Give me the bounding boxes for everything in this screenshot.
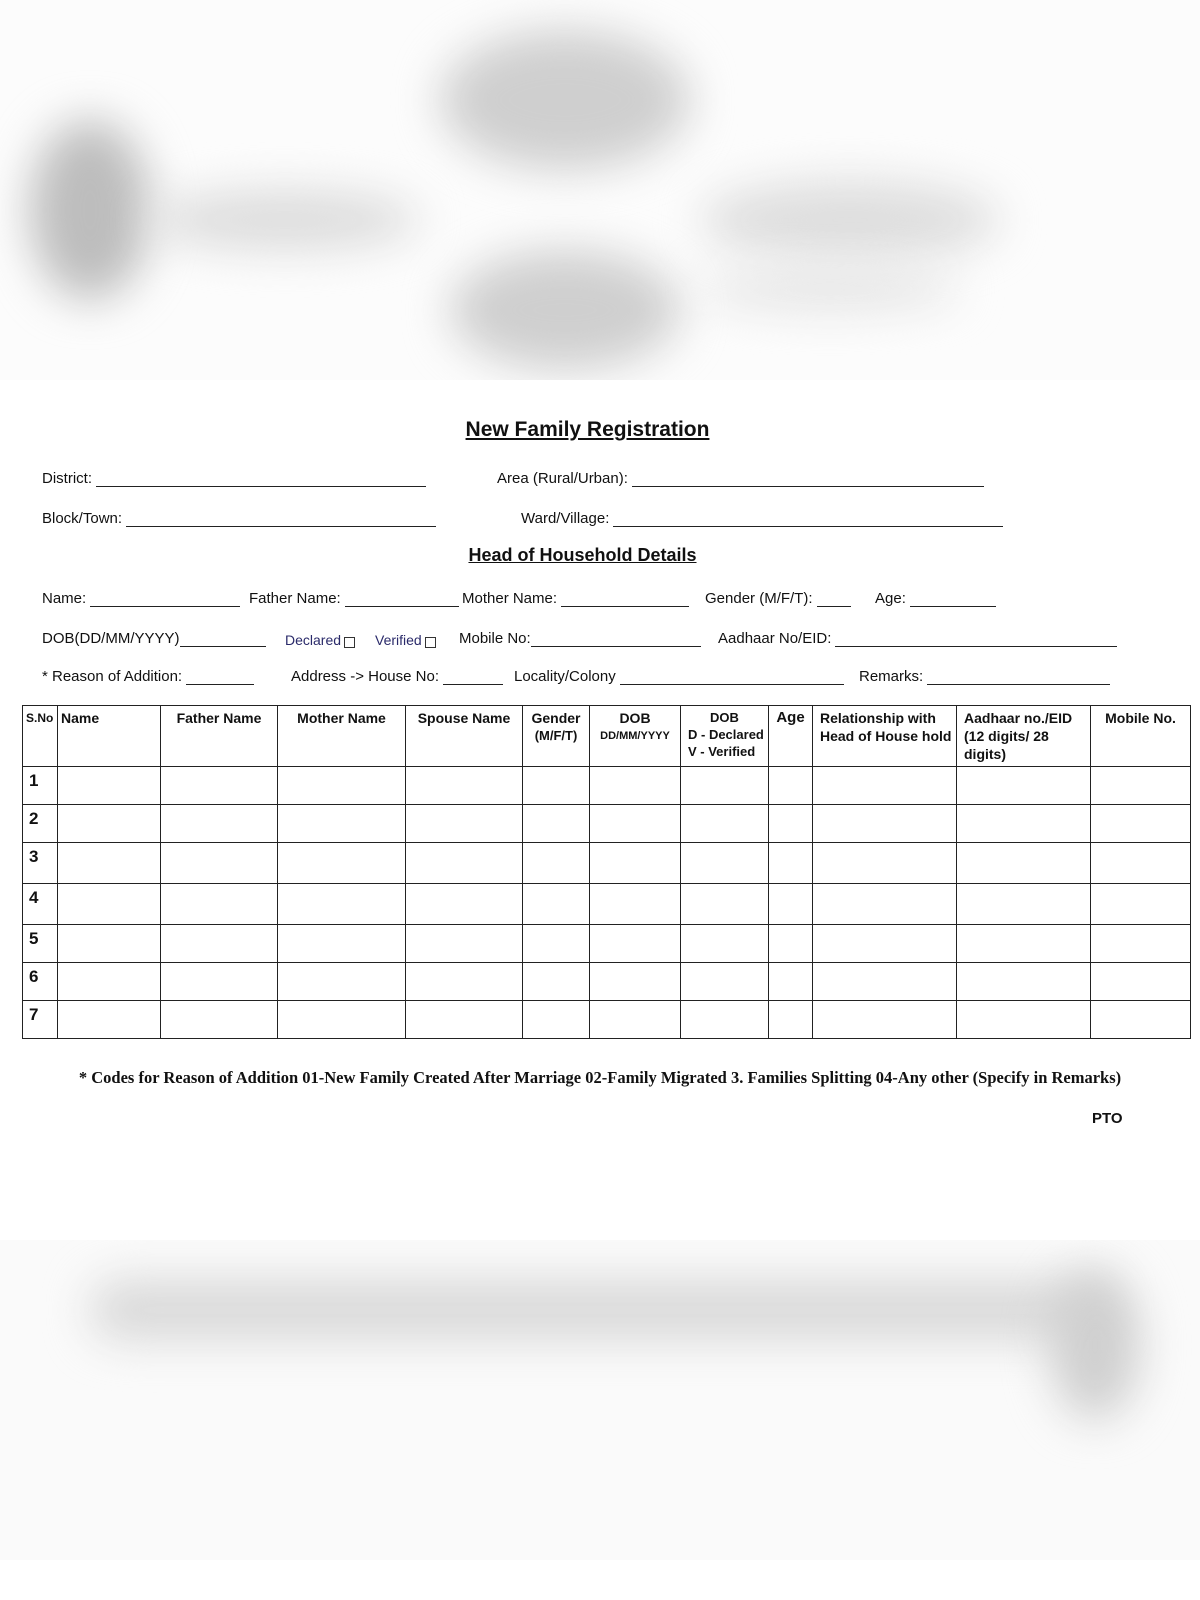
cell-father[interactable] [161,1001,278,1039]
hoh-mother-field[interactable]: Mother Name: [462,590,689,607]
cell-dob[interactable] [590,843,681,884]
reason-field[interactable]: * Reason of Addition: [42,668,254,685]
block-town-field[interactable]: Block/Town: [42,510,436,527]
cell-age[interactable] [769,963,813,1001]
cell-father[interactable] [161,884,278,925]
cell-aadhaar[interactable] [957,1001,1091,1039]
cell-mobile[interactable] [1091,767,1191,805]
table-row [23,1001,1191,1039]
reason-codes-footnote: * Codes for Reason of Addition 01-New Family Created After Marriage 02-Family Migrated 3. Families Splitting 04-Any other (Specify in Remarks) [78,1068,1122,1087]
table-row [23,884,1191,925]
cell-relationship[interactable] [813,963,957,1001]
header-father: Father Name [161,706,278,767]
cell-dob-status[interactable] [681,884,769,925]
ward-village-field[interactable]: Ward/Village: [521,510,1003,527]
cell-dob[interactable] [590,805,681,843]
row-number: 6 [23,963,58,1001]
cell-gender[interactable] [523,1001,590,1039]
cell-father[interactable] [161,963,278,1001]
table-row [23,805,1191,843]
declared-box[interactable] [344,637,355,648]
row-number: 3 [23,843,58,884]
cell-dob-status[interactable] [681,767,769,805]
hoh-aadhaar-field[interactable]: Aadhaar No/EID: [718,630,1117,647]
table-row [23,925,1191,963]
form-title: New Family Registration [465,418,710,441]
cell-mother[interactable] [278,767,406,805]
cell-mobile[interactable] [1091,805,1191,843]
header-aadhaar: Aadhaar no./EID (12 digits/ 28 digits) [957,706,1091,767]
cell-dob-status[interactable] [681,843,769,884]
cell-dob[interactable] [590,884,681,925]
header-relationship: Relationship with Head of House hold [813,706,957,767]
cell-name[interactable] [58,925,161,963]
hoh-father-field[interactable]: Father Name: [249,590,459,607]
blurred-letterhead [0,0,1200,380]
cell-relationship[interactable] [813,767,957,805]
header-spouse: Spouse Name [406,706,523,767]
locality-field[interactable]: Locality/Colony [514,668,844,685]
hoh-gender-field[interactable]: Gender (M/F/T): [705,590,851,607]
cell-mother[interactable] [278,805,406,843]
cell-gender[interactable] [523,963,590,1001]
cell-mobile[interactable] [1091,963,1191,1001]
cell-name[interactable] [58,884,161,925]
cell-age[interactable] [769,1001,813,1039]
cell-spouse[interactable] [406,767,523,805]
cell-dob-status[interactable] [681,805,769,843]
header-name: Name [58,706,161,767]
cell-father[interactable] [161,805,278,843]
cell-gender[interactable] [523,884,590,925]
cell-spouse[interactable] [406,884,523,925]
pto-label: PTO [1092,1110,1123,1127]
cell-name[interactable] [58,767,161,805]
table-row [23,843,1191,884]
header-dob: DOB DD/MM/YYYY [590,706,681,767]
cell-name[interactable] [58,805,161,843]
cell-mother[interactable] [278,925,406,963]
cell-aadhaar[interactable] [957,963,1091,1001]
row-number: 1 [23,767,58,805]
cell-spouse[interactable] [406,805,523,843]
cell-dob-status[interactable] [681,1001,769,1039]
row-number: 7 [23,1001,58,1039]
header-mobile: Mobile No. [1091,706,1191,767]
cell-mobile[interactable] [1091,1001,1191,1039]
cell-dob-status[interactable] [681,963,769,1001]
cell-father[interactable] [161,843,278,884]
cell-relationship[interactable] [813,805,957,843]
cell-relationship[interactable] [813,1001,957,1039]
cell-mother[interactable] [278,884,406,925]
cell-father[interactable] [161,925,278,963]
declared-checkbox[interactable]: Declared [285,632,355,648]
table-row [23,963,1191,1001]
cell-gender[interactable] [523,843,590,884]
cell-dob[interactable] [590,963,681,1001]
cell-aadhaar[interactable] [957,767,1091,805]
verified-box[interactable] [425,637,436,648]
cell-aadhaar[interactable] [957,805,1091,843]
hoh-age-field[interactable]: Age: [875,590,996,607]
header-gender: Gender (M/F/T) [523,706,590,767]
header-age: Age [769,706,813,767]
cell-age[interactable] [769,884,813,925]
hoh-mobile-field[interactable]: Mobile No: [459,630,701,647]
cell-aadhaar[interactable] [957,843,1091,884]
house-no-field[interactable]: Address -> House No: [291,668,503,685]
hoh-heading: Head of Household Details [468,545,697,565]
cell-name[interactable] [58,963,161,1001]
row-number: 5 [23,925,58,963]
remarks-field[interactable]: Remarks: [859,668,1110,685]
area-field[interactable]: Area (Rural/Urban): [497,470,984,487]
cell-age[interactable] [769,843,813,884]
cell-aadhaar[interactable] [957,884,1091,925]
cell-name[interactable] [58,843,161,884]
cell-spouse[interactable] [406,1001,523,1039]
cell-age[interactable] [769,925,813,963]
cell-mother[interactable] [278,963,406,1001]
hoh-name-field[interactable]: Name: [42,590,240,607]
row-number: 4 [23,884,58,925]
blurred-footer [0,1240,1200,1560]
cell-gender[interactable] [523,805,590,843]
cell-relationship[interactable] [813,925,957,963]
table-header-row [23,706,1191,767]
cell-age[interactable] [769,767,813,805]
cell-dob-status[interactable] [681,925,769,963]
row-number: 2 [23,805,58,843]
table-row [23,767,1191,805]
cell-spouse[interactable] [406,925,523,963]
verified-checkbox[interactable]: Verified [375,632,436,648]
family-members-table [22,705,1191,1039]
cell-relationship[interactable] [813,884,957,925]
cell-age[interactable] [769,805,813,843]
cell-mother[interactable] [278,1001,406,1039]
cell-mother[interactable] [278,843,406,884]
cell-dob[interactable] [590,1001,681,1039]
cell-relationship[interactable] [813,843,957,884]
cell-mobile[interactable] [1091,925,1191,963]
cell-gender[interactable] [523,925,590,963]
cell-gender[interactable] [523,767,590,805]
cell-aadhaar[interactable] [957,925,1091,963]
header-sno: S.No [23,706,58,767]
cell-spouse[interactable] [406,963,523,1001]
cell-father[interactable] [161,767,278,805]
cell-name[interactable] [58,1001,161,1039]
district-field[interactable]: District: [42,470,426,487]
cell-dob[interactable] [590,925,681,963]
cell-spouse[interactable] [406,843,523,884]
hoh-dob-field[interactable]: DOB(DD/MM/YYYY) [42,630,266,647]
header-mother: Mother Name [278,706,406,767]
cell-dob[interactable] [590,767,681,805]
cell-mobile[interactable] [1091,843,1191,884]
cell-mobile[interactable] [1091,884,1191,925]
header-dob-status: DOB D - Declared V - Verified [681,706,769,767]
